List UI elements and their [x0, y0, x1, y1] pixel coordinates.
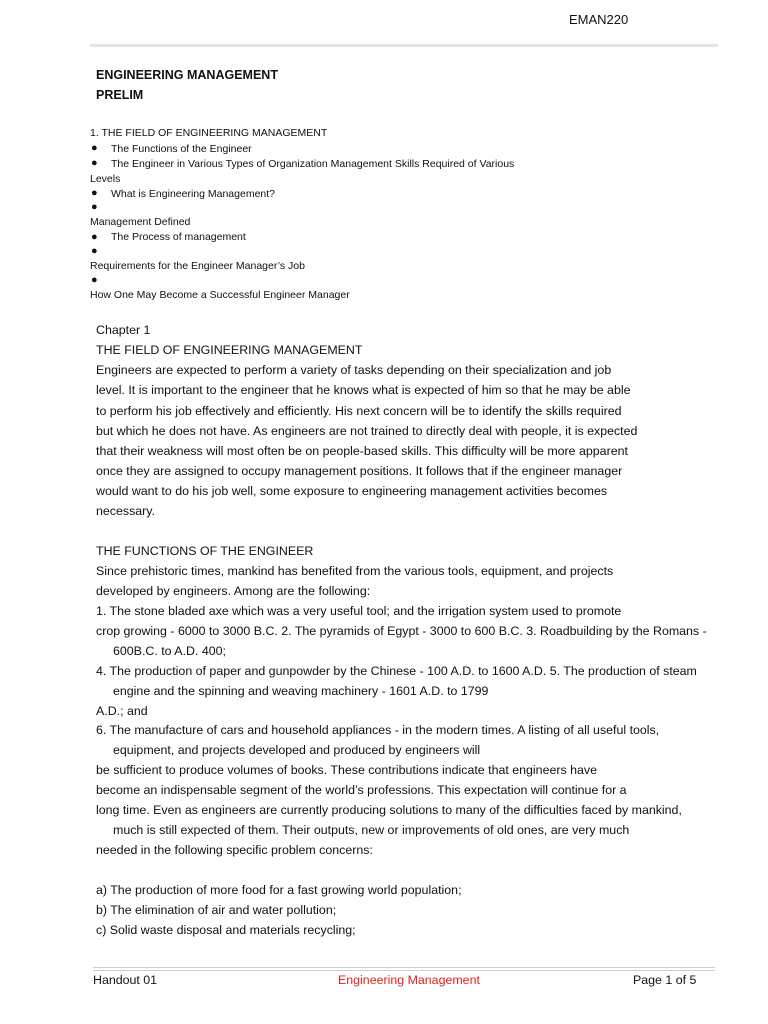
section-heading: THE FUNCTIONS OF THE ENGINEER	[96, 544, 314, 558]
paragraph-line: necessary.	[96, 504, 155, 518]
course-code: EMAN220	[569, 12, 629, 27]
footer-course-title: Engineering Management	[338, 973, 480, 987]
document-subtitle: PRELIM	[96, 88, 144, 102]
paragraph-line: engine and the spinning and weaving machinery - 1601 A.D. to 1799	[113, 684, 489, 698]
page-number: Page 1 of 5	[633, 973, 697, 987]
paragraph-line: crop growing - 6000 to 3000 B.C. 2. The pyramids of Egypt - 3000 to 600 B.C. 3. Roadbuilding by the Romans -	[96, 624, 707, 638]
paragraph-line: become an indispensable segment of the world’s professions. This expectation will continue for a	[96, 783, 627, 797]
bullet-icon: ●	[91, 142, 98, 154]
bullet-icon: ●	[91, 157, 98, 169]
bullet-icon: ●	[91, 274, 98, 286]
toc-item: The Functions of the Engineer	[111, 143, 252, 155]
bullet-icon: ●	[91, 201, 98, 213]
paragraph-line: much is still expected of them. Their outputs, new or improvements of old ones, are very much	[113, 823, 630, 837]
list-item: a) The production of more food for a fast growing world population;	[96, 883, 462, 897]
list-item: b) The elimination of air and water pollution;	[96, 903, 337, 917]
footer-divider-bottom	[93, 970, 715, 971]
toc-item: Management Defined	[90, 216, 191, 228]
toc-heading: 1. THE FIELD OF ENGINEERING MANAGEMENT	[90, 127, 328, 139]
list-item: c) Solid waste disposal and materials recycling;	[96, 923, 356, 937]
paragraph-line: that their weakness will most often be on people-based skills. This difficulty will be more apparent	[96, 444, 628, 458]
paragraph-line: once they are assigned to occupy management positions. It follows that if the engineer manager	[96, 464, 623, 478]
toc-item-continued: Levels	[90, 173, 121, 185]
toc-item: How One May Become a Successful Engineer Manager	[90, 289, 350, 301]
paragraph-line: needed in the following specific problem concerns:	[96, 843, 373, 857]
header-divider	[90, 44, 718, 47]
paragraph-line: A.D.; and	[96, 704, 148, 718]
chapter-label: Chapter 1	[96, 323, 151, 337]
paragraph-line: 1. The stone bladed axe which was a very useful tool; and the irrigation system used to promote	[96, 604, 622, 618]
toc-item: What is Engineering Management?	[111, 188, 276, 200]
paragraph-line: equipment, and projects developed and produced by engineers will	[113, 743, 481, 757]
paragraph-line: to perform his job effectively and efficiently. His next concern will be to identify the skills required	[96, 404, 622, 418]
paragraph-line: be sufficient to produce volumes of books. These contributions indicate that engineers have	[96, 763, 597, 777]
paragraph-line: 4. The production of paper and gunpowder by the Chinese - 100 A.D. to 1600 A.D. 5. The production of steam	[96, 664, 697, 678]
footer-handout: Handout 01	[93, 973, 158, 987]
bullet-icon: ●	[91, 231, 98, 243]
toc-item: The Engineer in Various Types of Organization Management Skills Required of Various	[111, 158, 515, 170]
paragraph-line: Since prehistoric times, mankind has benefited from the various tools, equipment, and projects	[96, 564, 614, 578]
footer-divider-top	[93, 967, 715, 968]
paragraph-line: 600B.C. to A.D. 400;	[113, 644, 226, 658]
toc-item: Requirements for the Engineer Manager’s Job	[90, 260, 305, 272]
toc-item: The Process of management	[111, 231, 246, 243]
bullet-icon: ●	[91, 245, 98, 257]
paragraph-line: long time. Even as engineers are currently producing solutions to many of the difficulties faced by mankind,	[96, 803, 682, 817]
paragraph-line: but which he does not have. As engineers are not trained to directly deal with people, it is expected	[96, 424, 638, 438]
paragraph-line: Engineers are expected to perform a variety of tasks depending on their specialization and job	[96, 363, 612, 377]
paragraph-line: 6. The manufacture of cars and household appliances - in the modern times. A listing of all useful tools,	[96, 723, 660, 737]
bullet-icon: ●	[91, 187, 98, 199]
paragraph-line: level. It is important to the engineer that he knows what is expected of him so that he may be able	[96, 383, 631, 397]
paragraph-line: would want to do his job well, some exposure to engineering management activities becomes	[96, 484, 608, 498]
paragraph-line: developed by engineers. Among are the following:	[96, 584, 371, 598]
document-title: ENGINEERING MANAGEMENT	[96, 68, 278, 82]
chapter-heading: THE FIELD OF ENGINEERING MANAGEMENT	[96, 343, 363, 357]
